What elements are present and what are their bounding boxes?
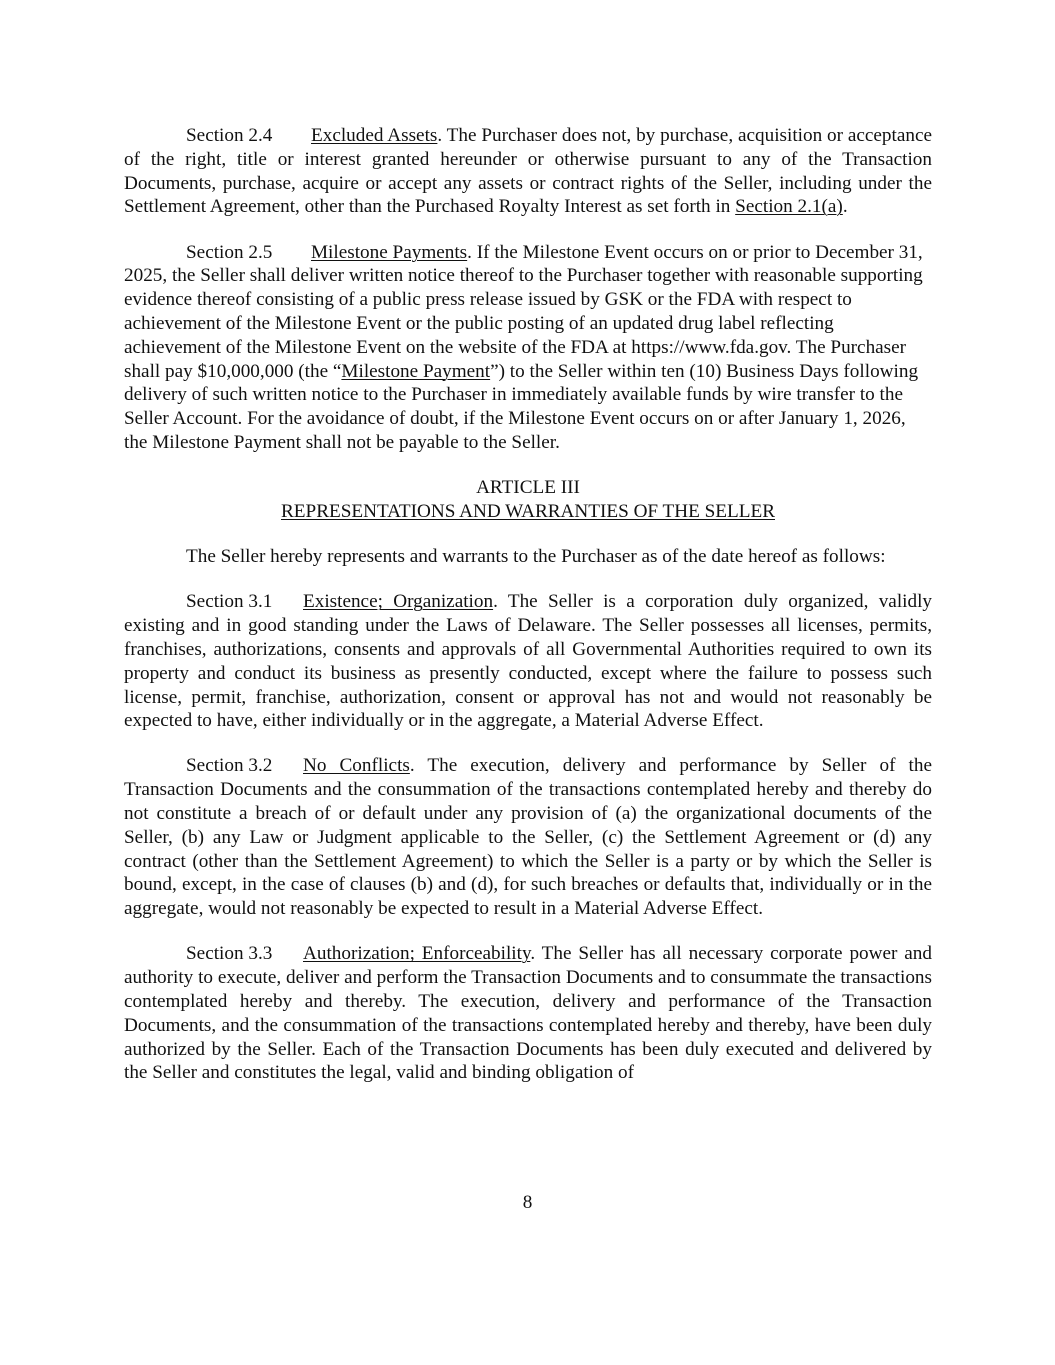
article-number: ARTICLE III — [476, 477, 580, 499]
section-3-3-paragraph — [124, 942, 932, 1085]
section-3-1-paragraph — [124, 590, 932, 733]
section-heading: No Conflicts — [303, 755, 410, 777]
section-body: . The Purchaser does not, by purchase, acquisition or acceptance of the right, title or interest granted hereunder or otherwise pursuant to any of the Transaction Documents, purchase, acquire or accept any assets or contract rights of the Seller, including under the Settlement Agreement, other than the Purchased Royalty Interest as set forth in — [124, 125, 933, 218]
section-3-2-paragraph — [124, 754, 932, 921]
section-body: . The Seller has all necessary corporate power and authority to execute, deliver and perform the Transaction Documents and to consummate the transactions contemplated hereby and thereby. The execution, delivery and performance of the Transaction Documents, and the consummation of the transactions contemplated hereby and thereby, have been duly authorized by the Seller. Each of the Transaction Documents has been duly executed and delivered by the Seller and constitutes the legal, valid and binding obligation of — [124, 943, 932, 1084]
article-intro: The Seller hereby represents and warrants to the Purchaser as of the date hereof as follows: — [186, 546, 886, 568]
page-number: 8 — [522, 1192, 533, 1213]
section-body: . If the Milestone Event occurs on or prior to December 31, 2025, the Seller shall deliver written notice thereof to the Purchaser together with reasonable supporting evidence thereof consisting of a public press release issued by GSK or the FDA with respect to achievement of the Milestone Event or the public posting of an updated drug label reflecting achievement of the Milestone Event on the website of the FDA at https://www.fda.gov. The Purchaser shall pay $10,000,000 (the “ — [124, 241, 923, 382]
article-title: REPRESENTATIONS AND WARRANTIES OF THE SELLER — [281, 500, 775, 522]
section-2-4-paragraph: Section 2.4 Excluded Assets. The Purchaser does not, by purchase, acquisition or acceptance of the right, title or interest granted hereunder or otherwise pursuant to any of the Transaction Documents, purchase, acquire or accept any assets or contract rights of the Seller, including under the Settlement Agreement, other than the Purchased Royalty Interest as set forth in Section 2.1(a). — [124, 125, 933, 218]
section-number: Section 2.4 — [186, 125, 273, 146]
section-number: Section 3.3 — [186, 943, 273, 965]
section-2-5-paragraph — [124, 241, 932, 455]
section-number: Section 3.2 — [186, 755, 273, 777]
section-body-continued: ”) to the Seller within ten (10) Business Days following delivery of such written notice to the Purchaser in immediately available funds by wire transfer to the Seller Account. For the avoidance of doubt, if the Milestone Event occurs on or after January 1, 2026, the Milestone Payment shall not be payable to the Seller. — [124, 360, 919, 453]
article-heading — [124, 476, 932, 524]
section-body: . The Seller is a corporation duly organized, validly existing and in good standing under the Laws of Delaware. The Seller possesses all licenses, permits, franchises, authorizations, consents and approvals of all Governmental Authorities required to own its property and conduct its business as presently conducted, except where the failure to possess such license, permit, franchise, authorization, consent or approval has not and would not reasonably be expected to have, either individually or in the aggregate, a Material Adverse Effect. — [124, 591, 933, 732]
document-page — [124, 124, 932, 1107]
section-heading: Existence; Organization — [303, 591, 494, 613]
defined-term: Milestone Payment — [341, 360, 491, 382]
section-body: . The execution, delivery and performance by Seller of the Transaction Documents and the consummation of the transactions contemplated hereby and thereby do not constitute a breach of or default under any provision of (a) the organizational documents of the Seller, (b) any Law or Judgment applicable to the Seller, (c) the Settlement Agreement or (d) any contract (other than the Settlement Agreement) to which the Seller is a party or by which the Seller is bound, except, in the case of clauses (b) and (d), for such breaches or defaults that, individually or in the aggregate, would not reasonably be expected to result in a Material Adverse Effect. — [124, 755, 932, 920]
section-heading: Milestone Payments — [311, 241, 468, 263]
section-heading: Authorization; Enforceability — [303, 943, 531, 965]
section-number: Section 3.1 — [186, 591, 273, 613]
section-number: Section 2.5 — [186, 241, 273, 263]
section-heading: Excluded Assets — [311, 125, 438, 146]
section-reference: Section 2.1(a) — [735, 196, 843, 218]
